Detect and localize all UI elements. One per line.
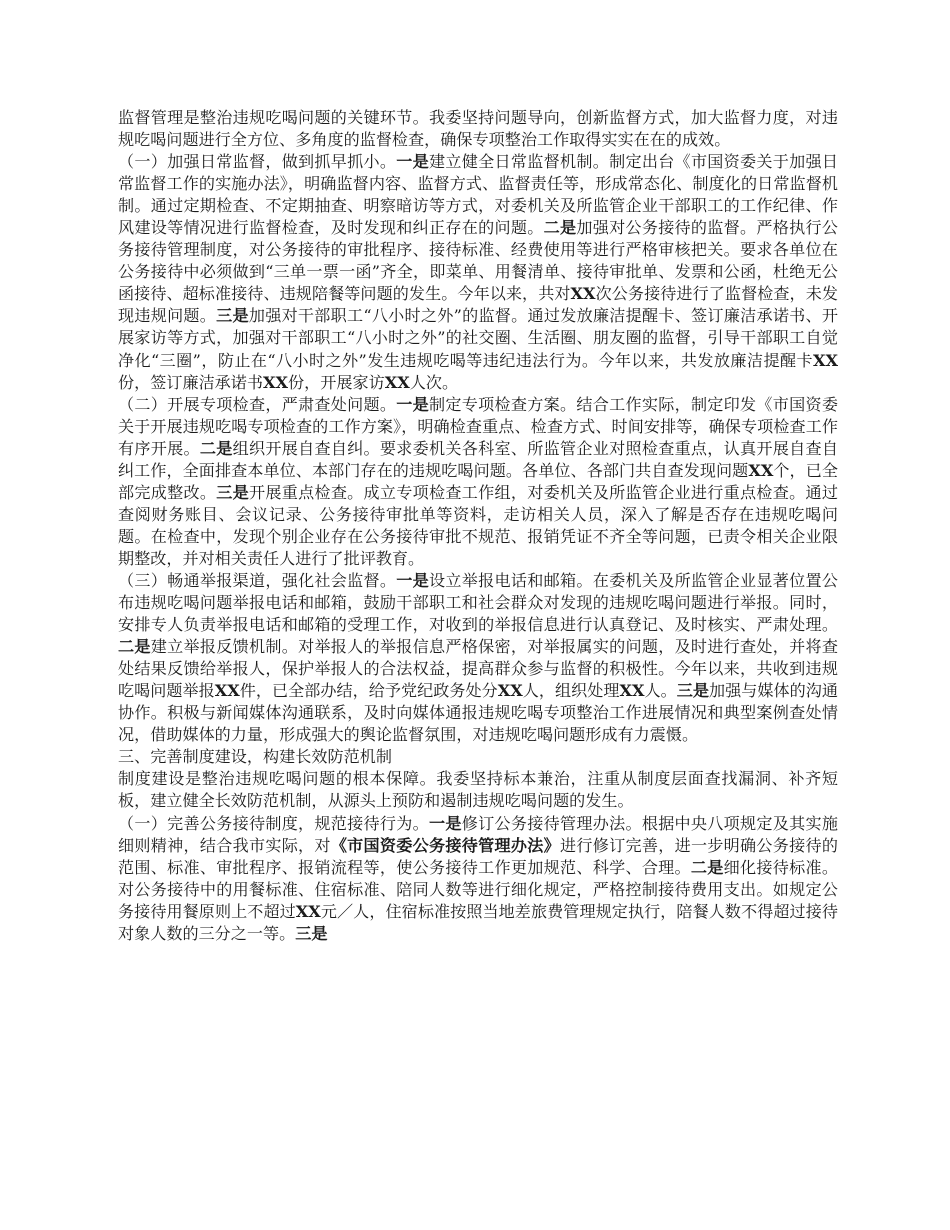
body-text: 次公务接待进行了监督检查，未发现违规问题。 bbox=[118, 284, 838, 326]
body-text: 三、完善制度建设，构建长效防范机制 bbox=[118, 747, 392, 767]
emphasis-text: 二是 bbox=[690, 857, 724, 877]
body-text: （二）开展专项检查，严肃查处问题。 bbox=[118, 394, 397, 414]
section-2-item-3 bbox=[118, 570, 838, 746]
body-text: （一）加强日常监督，做到抓早抓小。 bbox=[118, 152, 397, 172]
emphasis-text: 一是 bbox=[396, 152, 430, 172]
emphasis-text: XX bbox=[497, 681, 523, 701]
body-text: 细化接待标准。对公务接待中的用餐标准、住宿标准、陪同人数等进行细化规定，严格控制接待费用支出。如规定公务接待用餐原则上不超过 bbox=[118, 857, 839, 921]
emphasis-text: 一是 bbox=[396, 570, 430, 590]
body-text: 加强对干部职工“八小时之外”的监督。通过发放廉洁提醒卡、签订廉洁承诺书、开展家访等方式，加强对干部职工“八小时之外”的社交圈、生活圈、朋友圈的监督，引导干部职工自觉净化“三圈”，防止在“八小时之外”发生违规吃喝等违纪违法行为。今年以来，共发放廉洁提醒卡 bbox=[118, 306, 839, 370]
body-text: 制定专项检查方案。结合工作实际，制定印发《市国资委关于开展违规吃喝专项检查的工作方案》，明确检查重点、检查方式、时间安排等，确保专项检查工作有序开展。 bbox=[118, 394, 839, 458]
body-text: 监督管理是整治违规吃喝问题的关键环节。我委坚持问题导向，创新监督方式，加大监督力度，对违规吃喝问题进行全方位、多角度的监督检查，确保专项整治工作取得实实在在的成效。 bbox=[118, 108, 838, 150]
body-text: 件，已全部办结，给予党纪政务处分 bbox=[239, 681, 498, 701]
body-text: 加强与媒体的沟通协作。积极与新闻媒体沟通联系，及时向媒体通报违规吃喝专项整治工作进展情况和典型案例查处情况，借助媒体的力量，形成强大的舆论监督氛围，对违规吃喝问题形成有力震慑。 bbox=[118, 681, 838, 745]
body-text: 人次。 bbox=[409, 372, 459, 392]
emphasis-text: 二是 bbox=[543, 218, 577, 238]
body-text: 制度建设是整治违规吃喝问题的根本保障。我委坚持标本兼治，注重从制度层面查找漏洞、补齐短板，建立健全长效防范机制，从源头上预防和遏制违规吃喝问题的发生。 bbox=[118, 769, 838, 811]
body-text: 加强对公务接待的监督。严格执行公务接待管理制度，对公务接待的审批程序、接待标准、经费使用等进行严格审核把关。要求各单位在公务接待中必须做到“三单一票一函”齐全，即菜单、用餐清单、接待审批单、发票和公函，杜绝无公函接待、超标准接待、违规陪餐等问题的发生。今年以来，共对 bbox=[118, 218, 838, 304]
body-text: 份，签订廉洁承诺书 bbox=[118, 372, 264, 392]
body-text: （一）完善公务接待制度，规范接待行为。 bbox=[118, 813, 430, 833]
emphasis-text: XX bbox=[295, 901, 321, 921]
section-3-intro bbox=[118, 768, 838, 812]
emphasis-text: 二是 bbox=[199, 438, 233, 458]
emphasis-text: 《市国资委公务接待管理办法》 bbox=[330, 835, 560, 855]
emphasis-text: XX bbox=[619, 681, 645, 701]
emphasis-text: 三是 bbox=[216, 482, 249, 502]
body-text: 人，组织处理 bbox=[522, 681, 620, 701]
emphasis-text: 三是 bbox=[676, 681, 710, 701]
body-text: 进行修订完善，进一步明确公务接待的范围、标准、审批程序、报销流程等，使公务接待工作更加规范、科学、合理。 bbox=[118, 835, 839, 877]
section-2-item-2 bbox=[118, 394, 838, 570]
emphasis-text: 三是 bbox=[295, 923, 328, 943]
emphasis-text: XX bbox=[570, 284, 596, 304]
section-3-heading bbox=[118, 746, 838, 768]
body-text: 开展重点检查。成立专项检查工作组，对委机关及所监管企业进行重点检查。通过查阅财务账目、会议记录、公务接待审批单等资料，走访相关人员，深入了解是否存在违规吃喝问题。在检查中，发现个别企业存在公务接待审批不规范、报销凭证不齐全等问题，已责令相关企业限期整改，并对相关责任人进行了批评教育。 bbox=[118, 482, 838, 568]
body-text: （三）畅通举报渠道，强化社会监督。 bbox=[118, 570, 397, 590]
emphasis-text: XX bbox=[214, 681, 240, 701]
body-text: 设立举报电话和邮箱。在委机关及所监管企业显著位置公布违规吃喝问题举报电话和邮箱，鼓励干部职工和社会群众对发现的违规吃喝问题进行举报。同时，安排专人负责举报电话和邮箱的受理工作，对收到的举报信息进行认真登记、及时核实、严肃处理。 bbox=[118, 570, 839, 635]
emphasis-text: XX bbox=[812, 350, 838, 370]
body-text: 份，开展家访 bbox=[288, 372, 385, 392]
emphasis-text: XX bbox=[263, 372, 289, 392]
body-text: 人。 bbox=[644, 681, 677, 701]
body-text: 个，已全部完成整改。 bbox=[118, 460, 838, 502]
emphasis-text: 一是 bbox=[429, 813, 462, 833]
body-text: 建立举报反馈机制。对举报人的举报信息严格保密，对举报属实的问题，及时进行查处，并将查处结果反馈给举报人，保护举报人的合法权益，提高群众参与监督的积极性。今年以来，共收到违规吃喝问题举报 bbox=[118, 637, 838, 701]
emphasis-text: 一是 bbox=[396, 394, 430, 414]
section-3-item-1 bbox=[118, 813, 838, 945]
emphasis-text: XX bbox=[384, 372, 410, 392]
intro-paragraph bbox=[118, 107, 838, 151]
emphasis-text: 三是 bbox=[216, 306, 249, 326]
document-body bbox=[118, 107, 838, 945]
body-text: 建立健全日常监督机制。制定出台《市国资委关于加强日常监督工作的实施办法》，明确监督内容、监督方式、监督责任等，形成常态化、制度化的日常监督机制。通过定期检查、不定期抽查、明察暗访等方式，对委机关及所监管企业干部职工的工作纪律、作风建设等情况进行监督检查，及时发现和纠正存在的问题。 bbox=[118, 152, 839, 238]
emphasis-text: XX bbox=[748, 460, 774, 480]
body-text: 修订公务接待管理办法。根据中央八项规定及其实施细则精神，结合我市实际，对 bbox=[118, 813, 838, 855]
section-2-item-1 bbox=[118, 151, 838, 394]
body-text: 元／人，住宿标准按照当地差旅费管理规定执行，陪餐人数不得超过接待对象人数的三分之一等。 bbox=[118, 901, 838, 943]
body-text: 组织开展自查自纠。要求委机关各科室、所监管企业对照检查重点，认真开展自查自纠工作，全面排查本单位、本部门存在的违规吃喝问题。各单位、各部门共自查发现问题 bbox=[118, 438, 839, 480]
emphasis-text: 二是 bbox=[118, 637, 151, 657]
